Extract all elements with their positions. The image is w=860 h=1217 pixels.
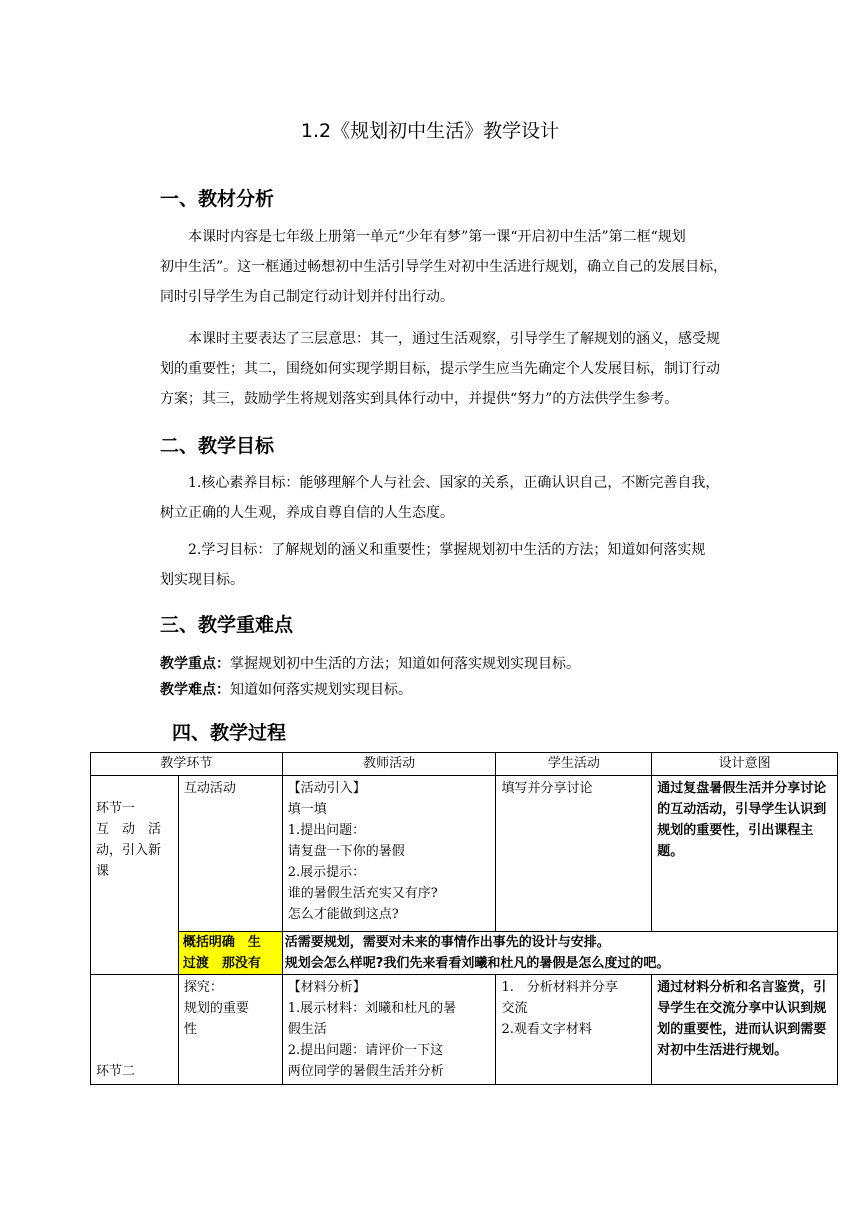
section-heading-keypoints: 三、教学重难点 [160, 614, 294, 636]
segment-1-teacher [282, 776, 496, 932]
text-line: 动，引入新 [96, 843, 162, 858]
text-line: 环节一 [96, 801, 136, 816]
text-line: 本课时内容是七年级上册第一单元“少年有梦”第一课“开启初中生活”第二框“规划 [188, 229, 686, 245]
segment-2-teacher [282, 975, 496, 1085]
section-heading-process: 四、教学过程 [172, 722, 287, 744]
difficult-point-text: 知道如何落实规划实现目标。 [230, 682, 412, 698]
text-line: 1. 分析材料并分享 [501, 980, 618, 995]
analysis-paragraph-1 [160, 222, 745, 312]
text-line: 同时引导学生为自己制定行动计划并付出行动。 [160, 289, 454, 305]
text-line: 本课时主要表达了三层意思：其一，通过生活观察，引导学生了解规划的涵义，感受规 [188, 331, 720, 347]
page-title: 1.2《规划初中生活》教学设计 [300, 120, 560, 142]
text-line: 1.展示材料：刘曦和杜凡的暑 [287, 1001, 457, 1016]
goal-1 [160, 468, 745, 528]
segment-1-label [91, 776, 179, 975]
header-cell: 学生活动 [496, 753, 652, 776]
text-line: 谁的暑假生活充实又有序? [287, 886, 438, 901]
text-line: 树立正确的人生观，养成自尊自信的人生态度。 [160, 505, 454, 521]
header-cell: 教学环节 [91, 753, 283, 776]
goal-2 [160, 535, 745, 595]
transition-label [178, 932, 282, 975]
table-row [91, 776, 838, 932]
key-point-text: 掌握规划初中生活的方法；知道如何落实规划实现目标。 [230, 656, 580, 672]
table-row [91, 975, 838, 1085]
text-line: 两位同学的暑假生活并分析 [287, 1064, 444, 1079]
text-line: 初中生活”。这一框通过畅想初中生活引导学生对初中生活进行规划，确立自己的发展目标， [160, 259, 728, 275]
text-line: 划的重要性；其二，围绕如何实现学期目标，提示学生应当先确定个人发展目标，制订行动 [160, 361, 720, 377]
text-line: 规划会怎么样呢?我们先来看看刘曦和杜凡的暑假是怎么度过的吧。 [284, 956, 670, 971]
text-line: 【材料分析】 [287, 980, 366, 995]
text-line: 交流 [501, 1001, 528, 1016]
text-line: 2.观看文字材料 [501, 1022, 592, 1037]
text-line: 1.提出问题： [287, 823, 366, 838]
section-heading-analysis: 一、教材分析 [160, 188, 275, 210]
text-line: 假生活 [287, 1022, 327, 1037]
text-line: 互 动 活 [96, 822, 162, 837]
text-line: 1.核心素养目标：能够理解个人与社会、国家的关系，正确认识自己，不断完善自我， [188, 475, 720, 491]
teaching-process-table [90, 752, 838, 1085]
text-line: 填一填 [287, 802, 327, 817]
text-line: 性 [183, 1022, 197, 1037]
text-line: 过渡 那没有 [182, 956, 261, 971]
text-line: 课 [96, 864, 110, 879]
header-cell: 设计意图 [652, 753, 838, 776]
segment-1-intent: 通过复盘暑假生活并分享讨论的互动活动，引导学生认识到规划的重要性，引出课程主题。 [652, 776, 838, 932]
key-point-label: 教学重点： [160, 656, 230, 672]
transition-text [282, 932, 837, 975]
table-row [91, 932, 838, 975]
segment-2-sub [178, 975, 282, 1085]
section-heading-goals: 二、教学目标 [160, 435, 275, 457]
text-line: 活需要规划，需要对未来的事情作出事先的设计与安排。 [284, 935, 610, 950]
segment-2-student [496, 975, 652, 1085]
text-line: 怎么才能做到这点? [287, 907, 399, 922]
segment-2-label: 环节二 [91, 975, 179, 1085]
difficult-point-label: 教学难点： [160, 682, 230, 698]
text-line: 方案；其三，鼓励学生将规划落实到具体行动中，并提供“努力”的方法供学生参考。 [160, 391, 679, 407]
analysis-paragraph-2 [160, 324, 745, 414]
segment-1-sub: 互动活动 [178, 776, 282, 932]
segment-2-intent: 通过材料分析和名言鉴赏，引导学生在交流分享中认识到规划的重要性，进而认识到需要对初中生活进行规划。 [652, 975, 838, 1085]
text-line: 2.展示提示： [287, 865, 366, 880]
key-point [160, 653, 580, 673]
text-line: 规划的重要 [183, 1001, 249, 1016]
table-header-row [91, 753, 838, 776]
header-cell: 教师活动 [282, 753, 496, 776]
text-line: 【活动引入】 [287, 781, 366, 796]
text-line: 概括明确 生 [182, 935, 261, 950]
text-line: 请复盘一下你的暑假 [287, 844, 405, 859]
difficult-point [160, 679, 412, 699]
text-line: 探究： [183, 980, 223, 995]
text-line: 2.提出问题：请评价一下这 [287, 1043, 444, 1058]
text-line: 划实现目标。 [160, 572, 244, 588]
text-line: 2.学习目标：了解规划的涵义和重要性；掌握规划初中生活的方法；知道如何落实规 [188, 542, 706, 558]
segment-1-student: 填写并分享讨论 [496, 776, 652, 932]
